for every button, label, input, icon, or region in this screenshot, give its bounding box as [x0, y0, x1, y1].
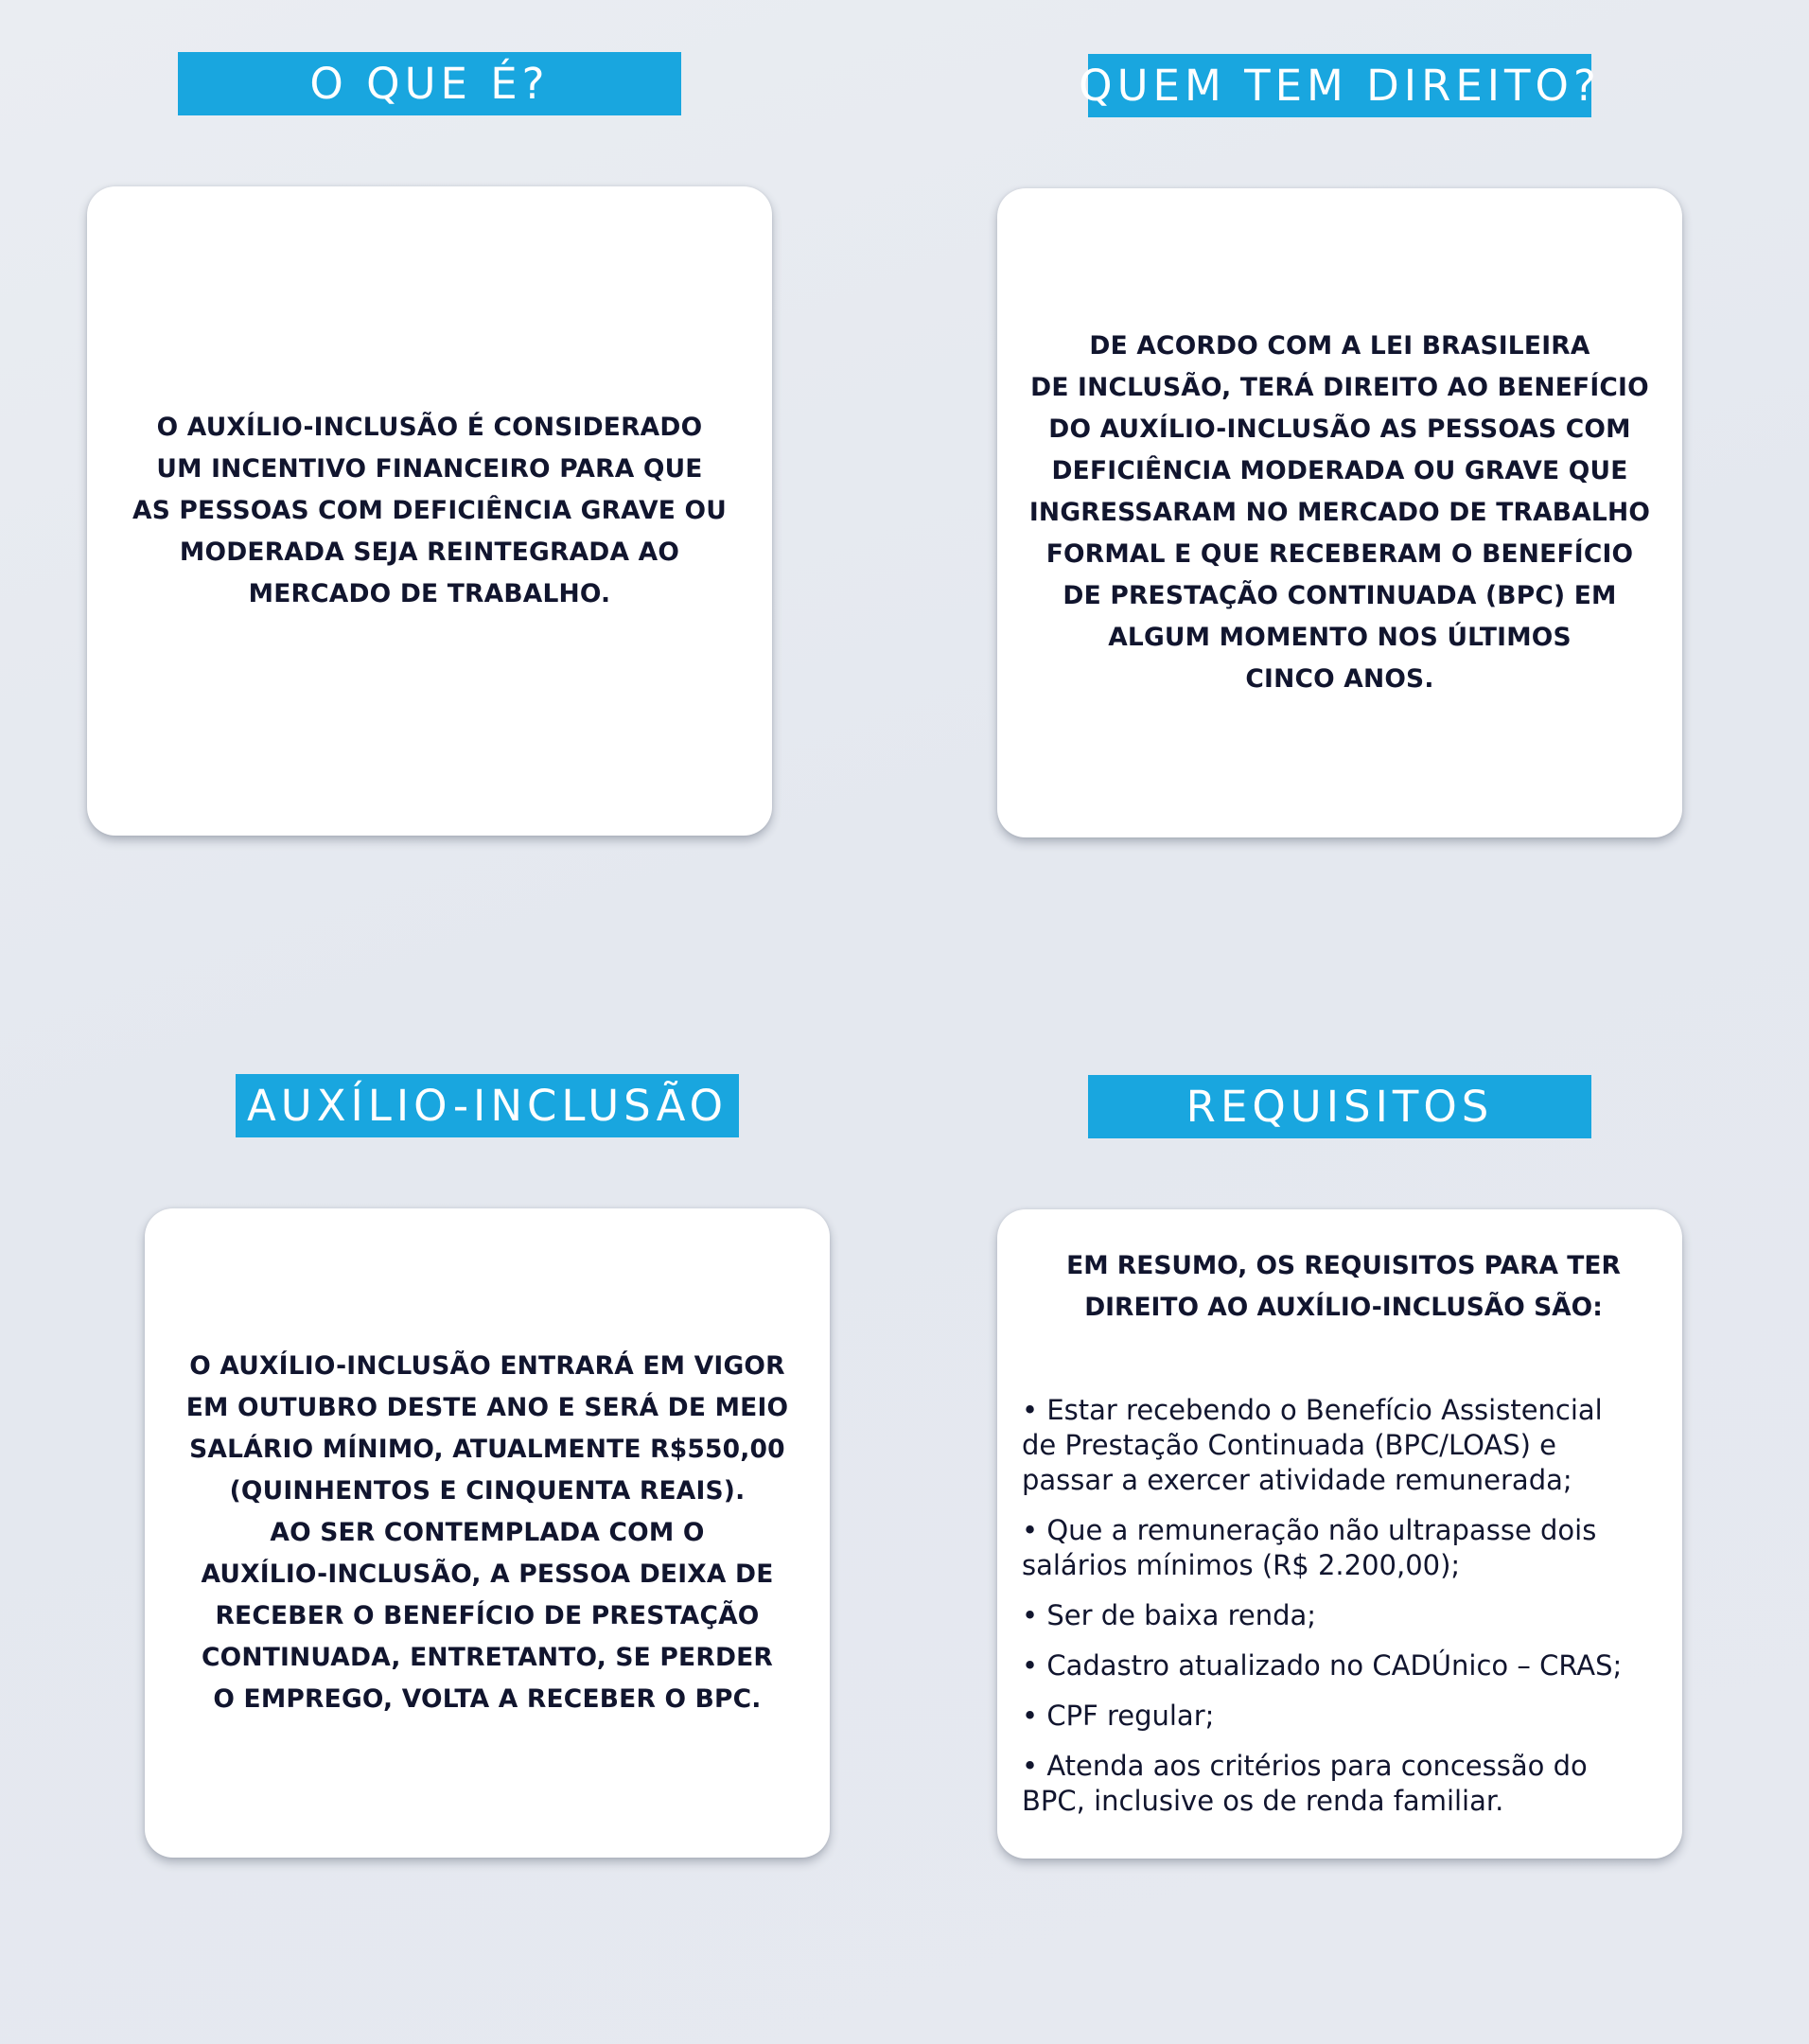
what-is-heading [178, 52, 681, 115]
requirement-item: • Estar recebendo o Benefício Assistencial de Prestação Continuada (BPC/LOAS) e passar a exercer atividade remunerada; [1022, 1394, 1603, 1496]
who-qualifies-heading-text: QUEM TEM DIREITO? [1079, 61, 1601, 111]
requirement-item: • Atenda aos critérios para concessão do BPC, inclusive os de renda familiar. [1022, 1750, 1588, 1817]
requirements-card [997, 1209, 1682, 1859]
requirements-heading [1088, 1075, 1591, 1138]
requirement-item: • Que a remuneração não ultrapasse dois salários mínimos (R$ 2.200,00); [1022, 1514, 1597, 1581]
who-qualifies-card [997, 188, 1682, 837]
what-is-body: O AUXÍLIO-INCLUSÃO É CONSIDERADO UM INCENTIVO FINANCEIRO PARA QUE AS PESSOAS COM DEFICIÊNCIA GRAVE OU MODERADA SEJA REINTEGRADA AO MERCADO DE TRABALHO. [132, 413, 727, 608]
auxilio-body: O AUXÍLIO-INCLUSÃO ENTRARÁ EM VIGOR EM OUTUBRO DESTE ANO E SERÁ DE MEIO SALÁRIO MÍNIMO, ATUALMENTE R$550,00 (QUINHENTOS E CINQUENTA REAIS). AO SER CONTEMPLADA COM O AUXÍLIO-INCLUSÃO, A PESSOA DEIXA DE RECEBER O BENEFÍCIO DE PRESTAÇÃO CONTINUADA, ENTRETANTO, SE PERDER O EMPREGO, VOLTA A RECEBER O BPC. [185, 1351, 789, 1714]
who-qualifies-body: DE ACORDO COM A LEI BRASILEIRA DE INCLUSÃO, TERÁ DIREITO AO BENEFÍCIO DO AUXÍLIO-INCLUSÃO AS PESSOAS COM DEFICIÊNCIA MODERADA OU GRAVE QUE INGRESSARAM NO MERCADO DE TRABALHO FORMAL E QUE RECEBERAM O BENEFÍCIO DE PRESTAÇÃO CONTINUADA (BPC) EM ALGUM MOMENTO NOS ÚLTIMOS CINCO ANOS. [1028, 331, 1651, 694]
requirements-intro: EM RESUMO, OS REQUISITOS PARA TER DIREITO AO AUXÍLIO-INCLUSÃO SÃO: [1066, 1251, 1621, 1322]
requirement-item: • Ser de baixa renda; [1022, 1599, 1317, 1631]
what-is-card [87, 186, 772, 836]
auxilio-card [145, 1208, 830, 1858]
what-is-heading-text: O QUE É? [309, 59, 550, 109]
requirements-list [1022, 1393, 1665, 1834]
who-qualifies-heading [1079, 54, 1601, 117]
requirements-heading-text: REQUISITOS [1186, 1082, 1494, 1132]
auxilio-heading [236, 1074, 739, 1137]
auxilio-heading-text: AUXÍLIO-INCLUSÃO [246, 1081, 728, 1131]
requirement-item: • CPF regular; [1022, 1700, 1215, 1732]
requirement-item: • Cadastro atualizado no CADÚnico – CRAS; [1022, 1649, 1623, 1682]
